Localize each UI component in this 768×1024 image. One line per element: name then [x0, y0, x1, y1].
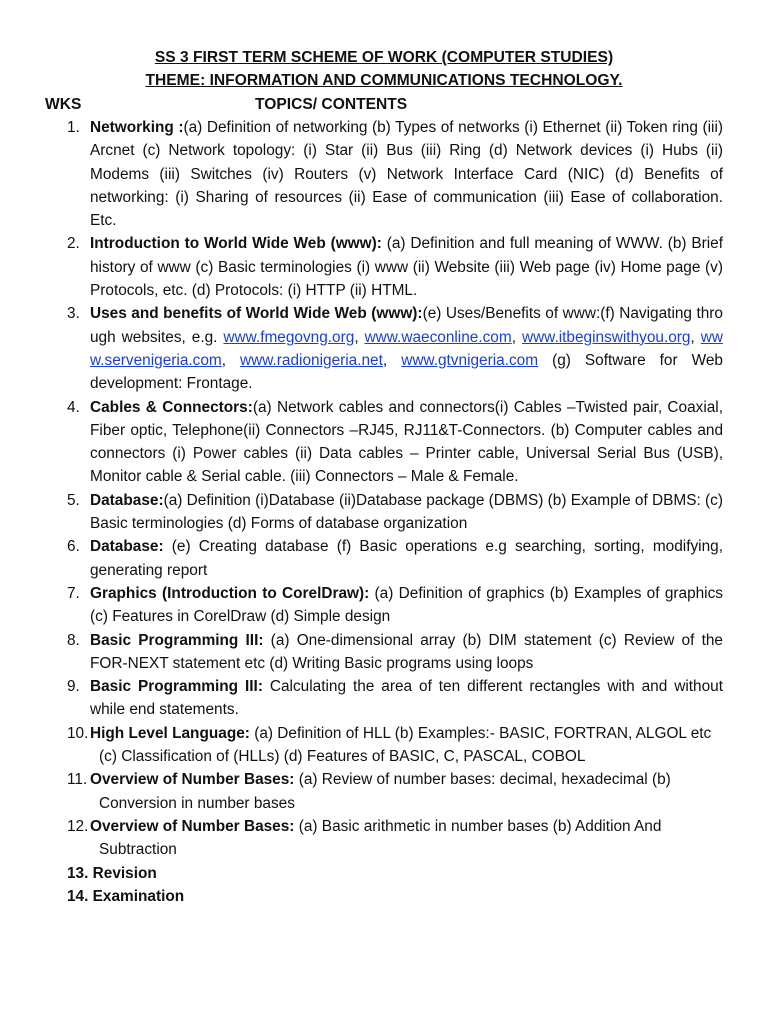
item-text: (a) One-dimensional array (b) DIM statement (c) Review of the FOR-NEXT statement etc (d) Writing Basic programs using loops — [90, 631, 723, 672]
item-number: 8. — [67, 631, 80, 649]
item-number: 11. — [67, 771, 88, 789]
list-item — [0, 535, 723, 582]
item-heading: Overview of Number Bases: — [90, 817, 295, 835]
item-text: (a) Review of number bases: decimal, hexadecimal (b) Conversion in number bases — [99, 771, 671, 812]
item-text: (a) Network cables and connectors(i) Cables –Twisted pair, Coaxial, Fiber optic, Telephone(ii) Connectors –RJ45, RJ11&T-Connectors. (b) Computer cables and connectors (i) Power cables (ii) Data cables – Printer cable, Universal Serial Bus (USB), Monitor cable & Serial cable. (iii) Connectors – Male & Female. — [90, 398, 724, 486]
item-number: 5. — [67, 491, 80, 509]
item-text: Calculating the area of ten different rectangles with and without while end statements. — [90, 678, 723, 719]
link-separator: , — [690, 328, 701, 346]
document-theme: THEME: INFORMATION AND COMMUNICATIONS TECHNOLOGY. — [145, 72, 623, 89]
item-heading: Graphics (Introduction to CorelDraw): — [90, 584, 370, 602]
item-number: 7. — [67, 584, 80, 602]
item-heading: Database: — [90, 538, 164, 556]
link-servenigeria[interactable]: www.servenigeria.com — [90, 328, 723, 369]
list-item — [0, 582, 723, 629]
item-number: 9. — [67, 678, 80, 696]
item-number: 1. — [67, 119, 80, 136]
list-item — [0, 302, 723, 395]
item-text: (e) Creating database (f) Basic operations e.g searching, sorting, modifying, generating report — [90, 538, 723, 579]
list-item — [0, 722, 732, 769]
link-fmegovng[interactable]: www.fmegovng.org — [223, 328, 355, 346]
list-item — [0, 489, 723, 536]
list-item — [0, 815, 732, 862]
item-number: 12. — [67, 817, 89, 835]
item-heading: Basic Programming III: — [90, 631, 264, 649]
list-item — [0, 629, 723, 676]
link-separator: , — [382, 351, 402, 369]
item-number: 3. — [67, 305, 80, 323]
list-item — [0, 116, 723, 232]
item-heading: Basic Programming III: — [90, 678, 263, 696]
item-heading: Introduction to World Wide Web (www): — [90, 235, 382, 253]
item-text: (a) Definition of graphics (b) Examples of graphics (c) Features in CorelDraw (d) Simple design — [90, 584, 723, 626]
item-heading: High Level Language: — [90, 724, 250, 742]
link-separator: , — [354, 328, 365, 346]
item-heading: Networking : — [90, 119, 184, 136]
item-text: (a) Definition and full meaning of WWW. (b) Brief history of www (c) Basic terminologies (i) www (ii) Website (iii) Web page (iv) Home page (v) Protocols, etc. (d) Protocols: (i) HTTP (ii) HTML. — [90, 235, 723, 300]
item-text: (a) Definition of networking (b) Types of networks (i) Ethernet (ii) Token ring (iii) Arcnet (c) Network topology: (i) Star (ii) Bus (iii) Ring (d) Network devices (i) Hubs (ii) Modems (iii) Switches (iv) Routers (v) Network Interface Card (NIC) (d) Benefits of networking: (i) Sharing of resources (ii) Ease of communication (iii) Ease of collaboration. Etc. — [90, 119, 723, 230]
link-waeconline[interactable]: www.waeconline.com — [364, 328, 512, 346]
list-item — [0, 232, 723, 302]
item-text: (a) Definition (i)Database (ii)Database package (DBMS) (b) Example of DBMS: (c) Basic terminologies (d) Forms of database organization — [90, 491, 723, 533]
link-separator: , — [511, 328, 522, 346]
list-item-revision: 13. Revision — [67, 864, 157, 882]
link-gtvnigeria[interactable]: www.gtvnigeria.com — [401, 351, 539, 369]
item-number: 10. — [67, 724, 89, 742]
item-heading: Database: — [90, 491, 164, 509]
topics-column-header: TOPICS/ CONTENTS — [255, 96, 408, 113]
weeks-column-header: WKS — [45, 96, 82, 113]
item-text: (e) Uses/Benefits of www:(f) Navigating through websites, e.g. — [90, 305, 723, 346]
list-item — [0, 768, 732, 815]
item-heading: Overview of Number Bases: — [90, 771, 295, 789]
link-separator: , — [221, 351, 241, 369]
link-itbeginswithyou[interactable]: www.itbeginswithyou.org — [521, 328, 691, 346]
item-heading: Cables & Connectors: — [90, 398, 253, 416]
item-number: 6. — [67, 538, 80, 556]
item-heading: Uses and benefits of World Wide Web (www): — [90, 305, 423, 323]
item-number: 2. — [67, 235, 80, 253]
item-text-after: (g) Software for Web development: Frontage. — [90, 351, 723, 393]
list-item-examination: 14. Examination — [67, 887, 185, 905]
item-text: (a) Definition of HLL (b) Examples:- BASIC, FORTRAN, ALGOL etc (c) Classification of (HLLs) (d) Features of BASIC, C, PASCAL, COBOL — [99, 724, 712, 766]
item-text: (a) Basic arithmetic in number bases (b) Addition And Subtraction — [99, 817, 662, 859]
topics-list — [0, 116, 768, 908]
item-number: 4. — [67, 398, 80, 416]
link-radionigeria[interactable]: www.radionigeria.net — [240, 351, 383, 369]
list-item — [0, 675, 723, 722]
document-title: SS 3 FIRST TERM SCHEME OF WORK (COMPUTER STUDIES) — [154, 49, 614, 66]
list-item — [0, 396, 723, 489]
